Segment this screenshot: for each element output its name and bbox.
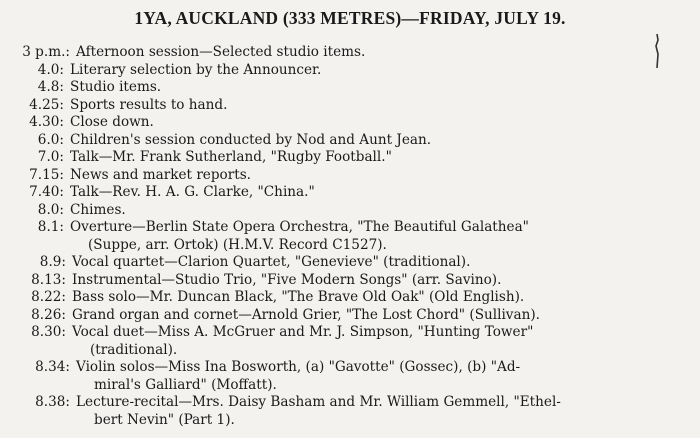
schedule-entry <box>20 184 695 202</box>
entry-description <box>72 272 501 290</box>
schedule-entry <box>20 79 695 97</box>
entry-description <box>76 359 520 394</box>
entry-time: 8.30: <box>31 324 66 340</box>
entry-description-line: Chimes. <box>70 201 126 218</box>
print-blemish-mark <box>654 34 660 68</box>
entry-description <box>70 79 161 97</box>
entry-description-line: Bass solo—Mr. Duncan Black, "The Brave Old Oak" (Old English). <box>72 289 525 305</box>
schedule-entry <box>20 219 695 254</box>
entry-description <box>76 44 365 62</box>
entry-time: 4.25: <box>29 96 64 113</box>
entry-time: 7.40: <box>29 184 64 200</box>
entry-description-line: Children's session conducted by Nod and Aunt Jean. <box>70 131 432 148</box>
entry-time: 8.38: <box>35 394 70 410</box>
entry-time: 3 p.m.: <box>22 44 70 60</box>
schedule-entry <box>20 202 695 220</box>
entry-description-line: Overture—Berlin State Opera Orchestra, "The Beautiful Galathea" <box>70 219 529 235</box>
entry-description <box>70 167 251 185</box>
entry-description-line: Sports results to hand. <box>70 96 228 113</box>
entry-description <box>70 97 227 115</box>
entry-time: 8.9: <box>39 254 66 270</box>
entry-description-line: Studio items. <box>70 79 162 95</box>
entry-description <box>70 132 431 150</box>
entry-description <box>70 114 154 132</box>
entry-description <box>72 324 533 359</box>
schedule-entry <box>20 167 695 185</box>
page-title: 1YA, AUCKLAND (333 METRES)—FRIDAY, JULY 19. <box>134 8 566 28</box>
entry-description <box>70 149 392 167</box>
schedule-entry <box>20 324 695 359</box>
entry-time: 8.26: <box>31 306 66 323</box>
schedule-entry <box>20 97 695 115</box>
entry-description-line: bert Nevin" (Part 1). <box>94 411 235 428</box>
entry-description-line: Grand organ and cornet—Arnold Grier, "The Lost Chord" (Sullivan). <box>72 306 540 323</box>
entry-description <box>70 219 529 254</box>
entry-time: 4.30: <box>29 114 64 130</box>
entry-time: 8.22: <box>31 289 66 305</box>
entry-description-line: Instrumental—Studio Trio, "Five Modern Songs" (arr. Savino). <box>72 271 502 288</box>
entry-description-line: Violin solos—Miss Ina Bosworth, (a) "Gavotte" (Gossec), (b) "Ad- <box>76 359 521 375</box>
schedule-entry <box>20 359 695 394</box>
entry-description-line: miral's Galliard" (Moffatt). <box>94 376 277 393</box>
entry-description-line: Vocal duet—Miss A. McGruer and Mr. J. Simpson, "Hunting Tower" <box>72 324 534 340</box>
entry-description-line: Afternoon session—Selected studio items. <box>76 44 366 60</box>
entry-description-line: Literary selection by the Announcer. <box>70 61 322 78</box>
entry-time: 7.0: <box>37 149 64 165</box>
entry-description <box>72 289 524 307</box>
entry-description-line: Lecture-recital—Mrs. Daisy Basham and Mr. William Gemmell, "Ethel- <box>76 394 561 410</box>
schedule-entry <box>20 307 695 325</box>
schedule-entry <box>20 114 695 132</box>
schedule-entry <box>20 149 695 167</box>
entry-time: 4.0: <box>37 61 64 78</box>
entry-description-line: News and market reports. <box>70 166 251 183</box>
entry-description-line: (Suppe, arr. Ortok) (H.M.V. Record C1527). <box>88 236 387 253</box>
schedule-entry <box>20 132 695 150</box>
entry-description-line: Talk—Mr. Frank Sutherland, "Rugby Football." <box>70 149 392 165</box>
entry-description <box>72 307 540 325</box>
entry-description-line: Close down. <box>70 114 154 130</box>
schedule-entry <box>20 254 695 272</box>
entry-description-line: (traditional). <box>90 341 178 358</box>
schedule-entry <box>20 272 695 290</box>
schedule-entry <box>20 44 695 62</box>
schedule-entry <box>20 62 695 80</box>
entry-description <box>76 394 561 429</box>
entry-time: 8.13: <box>31 271 66 288</box>
entry-time: 6.0: <box>37 131 64 148</box>
entry-description-line: Vocal quartet—Clarion Quartet, "Genevieve" (traditional). <box>72 254 471 270</box>
entry-description <box>72 254 470 272</box>
entry-description <box>70 202 126 220</box>
entry-time: 8.0: <box>37 201 64 218</box>
entry-time: 8.34: <box>35 359 70 375</box>
schedule-entry <box>20 289 695 307</box>
entry-time: 4.8: <box>37 79 64 95</box>
entry-time: 8.1: <box>37 219 64 235</box>
entry-description-line: Talk—Rev. H. A. G. Clarke, "China." <box>70 184 315 200</box>
entry-description <box>70 62 321 80</box>
programme-schedule <box>20 44 695 429</box>
entry-time: 7.15: <box>29 166 64 183</box>
entry-description <box>70 184 315 202</box>
schedule-entry <box>20 394 695 429</box>
